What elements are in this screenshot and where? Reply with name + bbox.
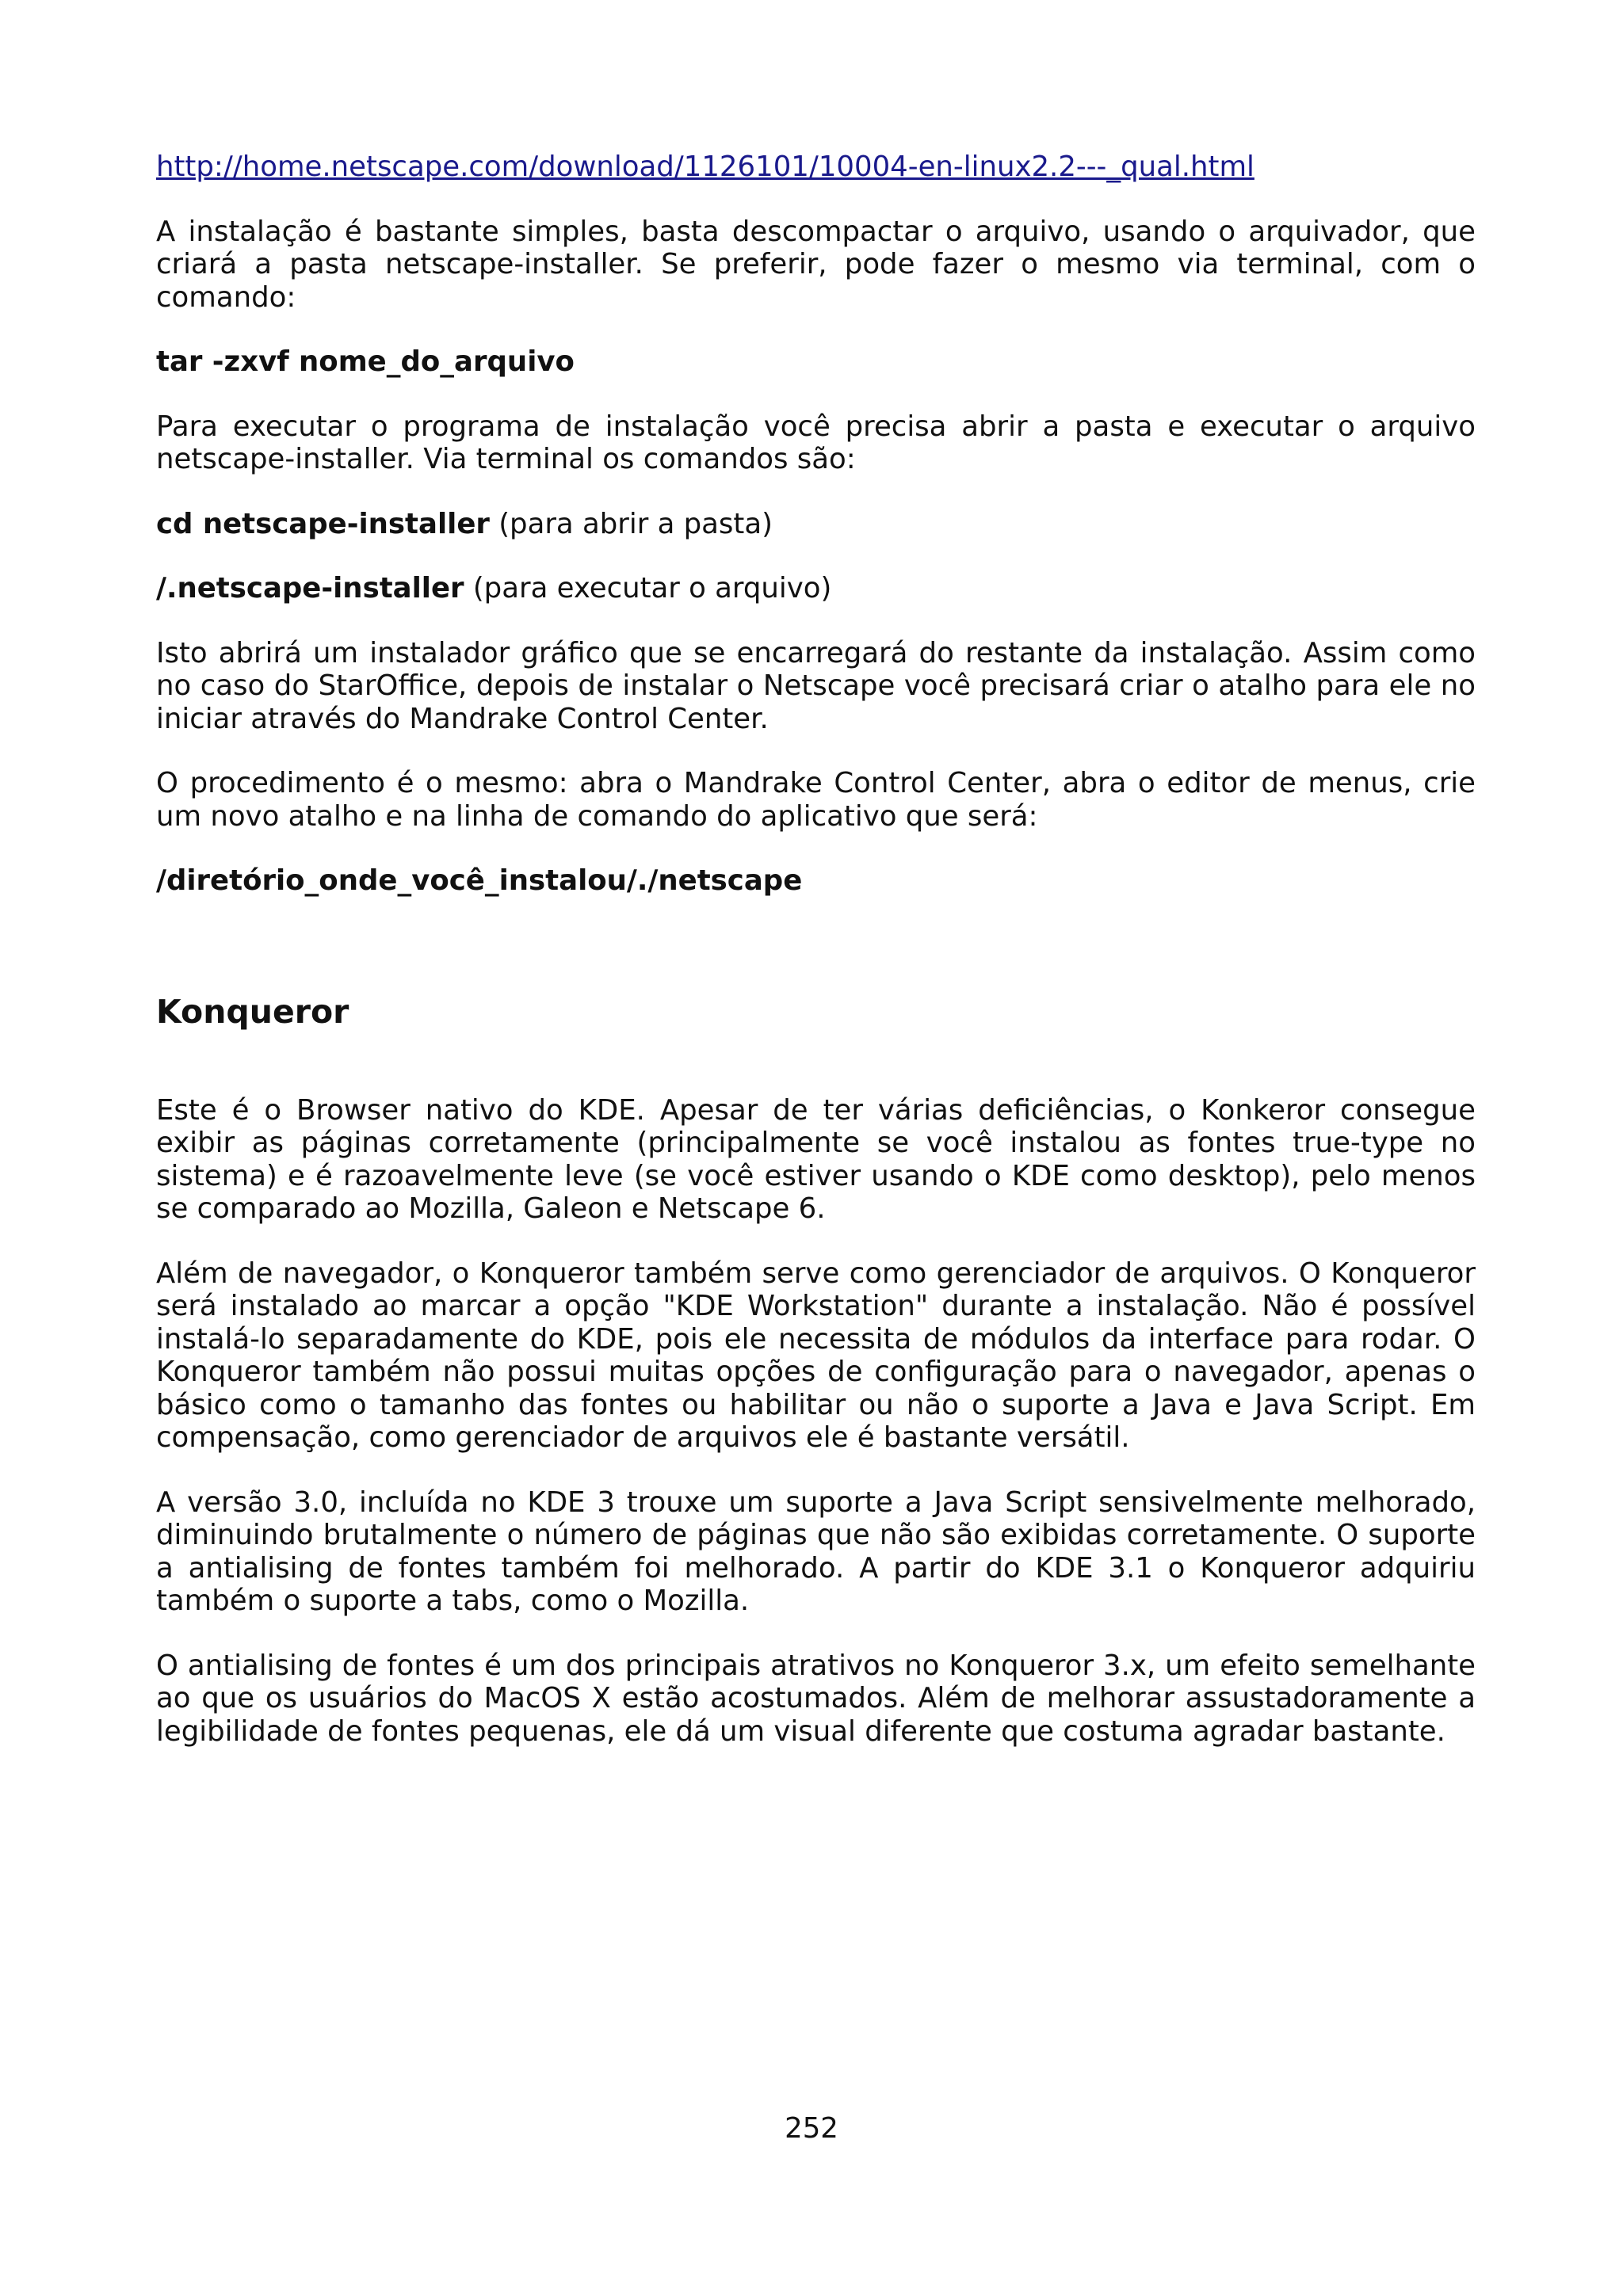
command-cd-note: (para abrir a pasta) <box>489 507 773 540</box>
command-exec: /.netscape-installer <box>156 572 464 605</box>
netscape-download-link[interactable]: http://home.netscape.com/download/1126101/10004-en-linux2.2---_qual.html <box>156 151 1254 183</box>
section-spacer <box>156 929 1476 993</box>
paragraph-run-intro: Para executar o programa de instalação você precisa abrir a pasta e executar o arquivo netscape-installer. Via terminal os comandos são: <box>156 410 1476 475</box>
paragraph-procedure: O procedimento é o mesmo: abra o Mandrake Control Center, abra o editor de menus, crie um novo atalho e na linha de comando do aplicativo que será: <box>156 767 1476 833</box>
document-page <box>156 151 1476 1779</box>
command-netscape-path: /diretório_onde_você_instalou/./netscape <box>156 864 803 897</box>
paragraph-graphical-installer: Isto abrirá um instalador gráfico que se encarregará do restante da instalação. Assim como no caso do StarOffice, depois de instalar o Netscape você precisará criar o atalho para ele no iniciar através do Mandrake Control Center. <box>156 636 1476 735</box>
section-heading-konqueror: Konqueror <box>156 992 349 1031</box>
paragraph-install-intro: A instalação é bastante simples, basta descompactar o arquivo, usando o arquivador, que criará a pasta netscape-installer. Se preferir, pode fazer o mesmo via terminal, com o comando: <box>156 215 1476 314</box>
page-number: 252 <box>785 2112 838 2145</box>
paragraph-konqueror-4: O antialising de fontes é um dos principais atrativos no Konqueror 3.x, um efeito semelhante ao que os usuários do MacOS X estão acostumados. Além de melhorar assustadoramente a legibilidade de fontes pequenas, ele dá um visual diferente que costuma agradar bastante. <box>156 1649 1476 1748</box>
command-cd: cd netscape-installer <box>156 507 490 540</box>
command-tar: tar -zxvf nome_do_arquivo <box>156 345 575 378</box>
command-exec-note: (para executar o arquivo) <box>464 572 832 605</box>
paragraph-konqueror-1: Este é o Browser nativo do KDE. Apesar de ter várias deficiências, o Konkeror consegue exibir as páginas corretamente (principalmente se você instalou as fontes true-type no sistema) e é razoavelmente leve (se você estiver usando o KDE como desktop), pelo menos se comparado ao Mozilla, Galeon e Netscape 6. <box>156 1093 1476 1225</box>
paragraph-konqueror-2: Além de navegador, o Konqueror também serve como gerenciador de arquivos. O Konqueror será instalado ao marcar a opção "KDE Workstation" durante a instalação. Não é possível instalá-lo separadamente do KDE, pois ele necessita de módulos da interface para rodar. O Konqueror também não possui muitas opções de configuração para o navegador, apenas o básico como o tamanho das fontes ou habilitar ou não o suporte a Java e Java Script. Em compensação, como gerenciador de arquivos ele é bastante versátil. <box>156 1257 1476 1454</box>
command-cd-line <box>156 508 1476 541</box>
command-exec-line <box>156 572 1476 605</box>
paragraph-konqueror-3: A versão 3.0, incluída no KDE 3 trouxe um suporte a Java Script sensivelmente melhorado, diminuindo brutalmente o número de páginas que não são exibidas corretamente. O suporte a antialising de fontes também foi melhorado. A partir do KDE 3.1 o Konqueror adquiriu também o suporte a tabs, como o Mozilla. <box>156 1486 1476 1617</box>
